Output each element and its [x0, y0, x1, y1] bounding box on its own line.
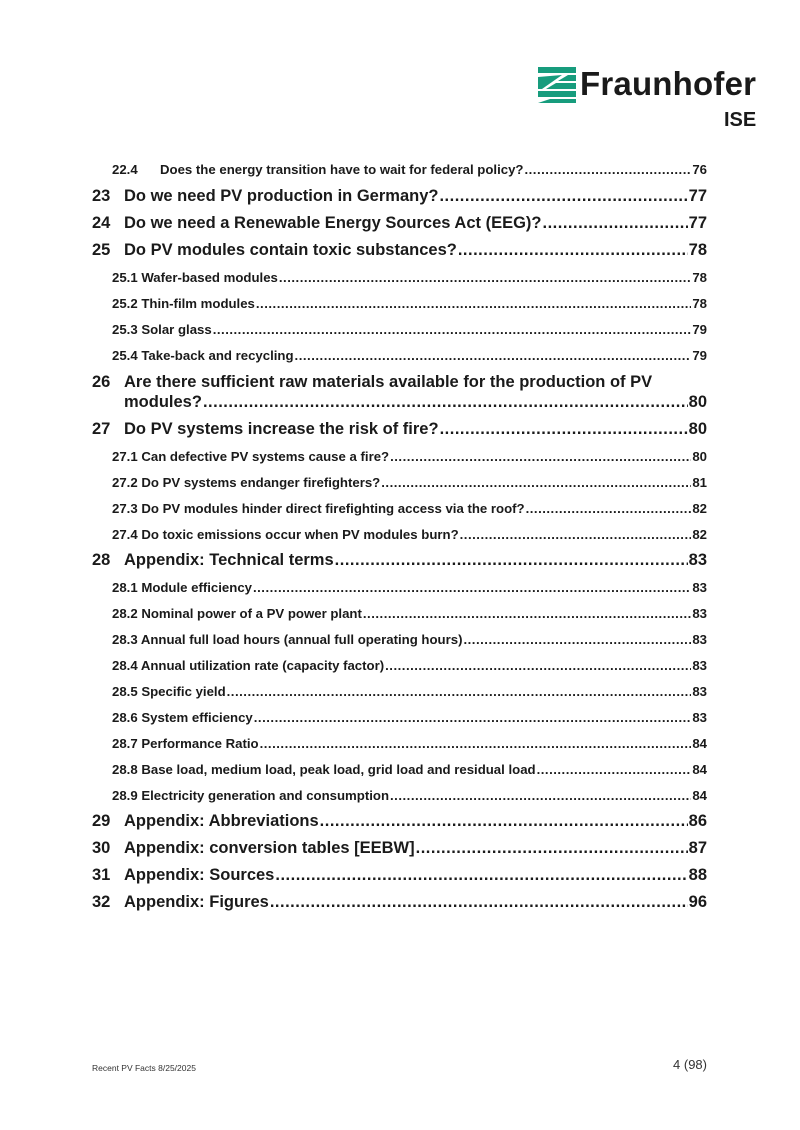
toc-entry-page: 83 [692, 606, 707, 621]
toc-entry-page: 78 [692, 296, 707, 311]
toc-entry-page: 82 [692, 501, 707, 516]
toc-entry[interactable] [92, 551, 707, 570]
toc-entry-page: 84 [692, 762, 707, 777]
toc-entry-title: 25.2 Thin-film modules [112, 296, 255, 311]
toc-entry-page: 79 [692, 348, 707, 363]
toc-entry-title-cont: modules? [124, 393, 202, 411]
toc-entry-title: 27.2 Do PV systems endanger firefighters? [112, 475, 381, 490]
toc-entry-title: 27.4 Do toxic emissions occur when PV modules burn? [112, 527, 459, 542]
toc-entry-title: 25.3 Solar glass [112, 322, 212, 337]
toc-entry-number: 32 [92, 893, 111, 911]
toc-entry-number: 26 [92, 373, 111, 391]
toc-entry-number: 27 [92, 420, 111, 438]
toc-entry[interactable] [112, 348, 707, 363]
toc-entry-page: 87 [688, 839, 707, 857]
toc-entry[interactable] [92, 373, 707, 415]
toc-entry-number: 24 [92, 214, 111, 232]
toc-entry-number: 30 [92, 839, 111, 857]
toc-entry-page: 83 [692, 684, 707, 699]
toc-entry-page: 82 [692, 527, 707, 542]
toc-entry[interactable] [112, 501, 707, 516]
toc-entry-number: 22.4 [112, 162, 138, 177]
toc-entry-title: Appendix: Abbreviations [124, 812, 319, 830]
toc-leader [543, 214, 688, 233]
logo-brand-text: Fraunhofer [580, 65, 757, 102]
toc-entry[interactable] [92, 866, 707, 885]
toc-leader [279, 270, 691, 285]
toc-entry-title: 28.5 Specific yield [112, 684, 226, 699]
toc-entry-title: Appendix: Figures [124, 893, 269, 911]
toc-entry[interactable] [112, 710, 707, 725]
toc-leader [275, 866, 687, 885]
toc-leader [203, 393, 688, 412]
toc-entry-title: Are there sufficient raw materials available for the production of PV [124, 373, 653, 391]
toc-entry[interactable] [92, 241, 707, 260]
toc-entry-page: 80 [688, 393, 707, 411]
toc-entry[interactable] [92, 214, 707, 233]
toc-leader [390, 449, 691, 464]
toc-entry-title: 27.1 Can defective PV systems cause a fire? [112, 449, 390, 464]
toc-leader [463, 632, 691, 647]
toc-leader [320, 812, 688, 831]
toc-leader [254, 710, 692, 725]
toc-entry-title: 28.2 Nominal power of a PV power plant [112, 606, 362, 621]
toc-entry[interactable] [112, 684, 707, 699]
toc-entry-page: 84 [692, 788, 707, 803]
toc-entry-title: Do we need PV production in Germany? [124, 187, 439, 205]
toc-leader [460, 527, 692, 542]
toc-entry-title: Does the energy transition have to wait for federal policy? [160, 162, 524, 177]
toc-entry[interactable] [112, 162, 707, 177]
toc-entry-continuation [124, 393, 707, 412]
toc-entry-number: 25 [92, 241, 111, 259]
toc-leader [385, 658, 691, 673]
toc-entry-title: Appendix: Technical terms [124, 551, 334, 569]
toc-entry-page: 77 [688, 187, 707, 205]
toc-entry-page: 78 [692, 270, 707, 285]
toc-leader [260, 736, 692, 751]
toc-entry[interactable] [112, 658, 707, 673]
toc-entry-title: 25.1 Wafer-based modules [112, 270, 278, 285]
toc-entry-page: 86 [688, 812, 707, 830]
logo-sub-text: ISE [724, 109, 757, 131]
toc-entry-page: 77 [688, 214, 707, 232]
toc-entry-title: Do we need a Renewable Energy Sources Act (EEG)? [124, 214, 542, 232]
toc-entry[interactable] [112, 475, 707, 490]
toc-entry-title: 27.3 Do PV modules hinder direct firefighting access via the roof? [112, 501, 525, 516]
toc-leader [458, 241, 688, 260]
toc-entry-page: 78 [688, 241, 707, 259]
toc-leader [440, 420, 688, 439]
toc-leader [227, 684, 692, 699]
toc-entry-page: 96 [688, 893, 707, 911]
toc-leader [256, 296, 691, 311]
toc-entry-page: 84 [692, 736, 707, 751]
toc-entry-title: Appendix: conversion tables [EEBW] [124, 839, 415, 857]
toc-entry[interactable] [112, 606, 707, 621]
footer-document-info: Recent PV Facts 8/25/2025 [92, 1063, 196, 1073]
toc-entry-title: 28.7 Performance Ratio [112, 736, 259, 751]
toc-entry-page: 79 [692, 322, 707, 337]
toc-entry[interactable] [112, 632, 707, 647]
toc-entry-title: 25.4 Take-back and recycling [112, 348, 294, 363]
toc-entry-title: 28.3 Annual full load hours (annual full operating hours) [112, 632, 463, 647]
toc-entry[interactable] [92, 893, 707, 912]
toc-entry-page: 83 [688, 551, 707, 569]
toc-leader [381, 475, 691, 490]
toc-leader [524, 162, 691, 177]
toc-entry[interactable] [92, 812, 707, 831]
toc-entry-title: 28.6 System efficiency [112, 710, 253, 725]
toc-entry-title: Do PV systems increase the risk of fire? [124, 420, 439, 438]
toc-entry[interactable] [112, 762, 707, 777]
toc-leader [537, 762, 692, 777]
toc-entry[interactable] [92, 839, 707, 858]
toc-leader [439, 187, 687, 206]
toc-entry[interactable] [92, 187, 707, 206]
toc-entry-title: 28.8 Base load, medium load, peak load, grid load and residual load [112, 762, 536, 777]
toc-leader [253, 580, 691, 595]
toc-leader [390, 788, 691, 803]
toc-leader [363, 606, 691, 621]
toc-entry-page: 83 [692, 658, 707, 673]
toc-entry-page: 83 [692, 710, 707, 725]
toc-entry[interactable] [112, 449, 707, 464]
toc-entry-page: 88 [688, 866, 707, 884]
toc-entry-title: 28.9 Electricity generation and consumption [112, 788, 390, 803]
toc-entry-title: 28.4 Annual utilization rate (capacity factor) [112, 658, 385, 673]
toc-leader [295, 348, 692, 363]
toc-entry[interactable] [112, 527, 707, 542]
footer-page-number: 4 (98) [673, 1057, 707, 1072]
toc-leader [416, 839, 688, 858]
toc-entry-page: 80 [692, 449, 707, 464]
toc-leader [335, 551, 688, 570]
toc-entry-number: 23 [92, 187, 111, 205]
toc-entry-number: 31 [92, 866, 111, 884]
toc-entry-page: 76 [692, 162, 707, 177]
toc-entry-page: 81 [692, 475, 707, 490]
toc-entry-number: 29 [92, 812, 111, 830]
toc-entry[interactable] [112, 322, 707, 337]
toc-leader [526, 501, 692, 516]
toc-entry[interactable] [112, 580, 707, 595]
toc-entry-title: Do PV modules contain toxic substances? [124, 241, 457, 259]
toc-leader [270, 893, 688, 912]
toc-entry-page: 80 [688, 420, 707, 438]
toc-entry[interactable] [112, 736, 707, 751]
toc-leader [213, 322, 692, 337]
toc-entry-title: 28.1 Module efficiency [112, 580, 252, 595]
toc-entry-page: 83 [692, 632, 707, 647]
toc-entry[interactable] [112, 270, 707, 285]
toc-entry-page: 83 [692, 580, 707, 595]
fraunhofer-logo [536, 64, 766, 140]
fraunhofer-mark-icon [536, 67, 576, 103]
toc-entry[interactable] [92, 420, 707, 439]
toc-entry[interactable] [112, 296, 707, 311]
toc-entry[interactable] [112, 788, 707, 803]
toc-entry-number: 28 [92, 551, 111, 569]
toc-entry-title: Appendix: Sources [124, 866, 275, 884]
